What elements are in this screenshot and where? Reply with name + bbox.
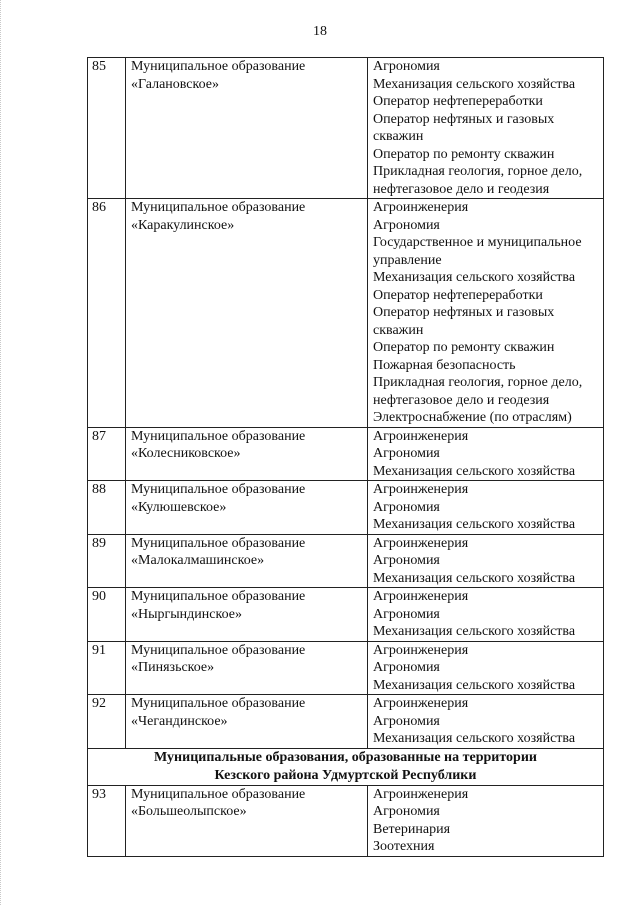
municipality-name-line: Муниципальное образование xyxy=(131,428,306,444)
specialty-item: Агрономия xyxy=(373,713,440,729)
row-number: 91 xyxy=(92,642,106,658)
municipality-name-line: «Большеолыпское» xyxy=(131,804,247,819)
specialty-item: Агроинженерия xyxy=(373,786,469,802)
specialty-item: Механизация сельского хозяйства xyxy=(373,731,576,746)
municipality-name-line: «Ныргындинское» xyxy=(131,606,242,622)
row-number-cell xyxy=(88,695,126,749)
specialty-item: Государственное и муниципальное управление xyxy=(373,235,582,268)
specialty-item: Оператор нефтепереработки xyxy=(373,94,543,109)
specialties-cell xyxy=(368,199,604,428)
section-heading-line: Кезского района Удмуртской Республики xyxy=(214,767,477,783)
specialty-item: Оператор нефтепереработки xyxy=(373,287,543,303)
row-number: 86 xyxy=(92,200,106,215)
municipality-cell xyxy=(126,481,368,535)
municipality-name-line: Муниципальное образование xyxy=(131,786,306,802)
row-number: 87 xyxy=(92,428,106,444)
specialties-cell xyxy=(368,785,604,856)
municipality-name-line: Муниципальное образование xyxy=(131,535,306,551)
specialty-item: Ветеринария xyxy=(373,821,451,837)
specialties-cell xyxy=(368,588,604,642)
municipality-name-line: «Галановское» xyxy=(131,76,219,92)
row-number-cell xyxy=(88,534,126,588)
table-row xyxy=(88,199,604,428)
specialties-cell xyxy=(368,427,604,481)
specialties-cell xyxy=(368,695,604,749)
specialty-item: Агроинженерия xyxy=(373,696,469,711)
specialty-item: Агрономия xyxy=(373,804,440,819)
row-number: 92 xyxy=(92,696,106,711)
page-number: 18 xyxy=(313,24,327,39)
specialty-item: Агрономия xyxy=(373,217,440,233)
table-row xyxy=(88,427,604,481)
row-number: 88 xyxy=(92,482,106,497)
specialty-item: Оператор по ремонту скважин xyxy=(373,146,555,162)
row-number: 90 xyxy=(92,589,106,604)
section-heading-line: Муниципальные образования, образованные на территории xyxy=(154,749,537,765)
specialty-item: Агроинженерия xyxy=(373,535,469,551)
specialty-item: Механизация сельского хозяйства xyxy=(373,463,576,479)
municipality-cell xyxy=(126,785,368,856)
specialty-item: Агроинженерия xyxy=(373,642,469,658)
municipality-name-line: Муниципальное образование xyxy=(131,696,306,711)
specialties-cell xyxy=(368,58,604,199)
row-number: 89 xyxy=(92,535,106,551)
municipality-name-line: «Пинязьское» xyxy=(131,660,215,675)
municipality-cell xyxy=(126,199,368,428)
table-row xyxy=(88,534,604,588)
specialty-item: Механизация сельского хозяйства xyxy=(373,677,576,693)
specialty-item: Агроинженерия xyxy=(373,482,469,497)
municipality-name-line: Муниципальное образование xyxy=(131,642,306,658)
municipality-cell xyxy=(126,641,368,695)
section-heading-row xyxy=(88,748,604,785)
municipality-cell xyxy=(126,695,368,749)
specialty-item: Механизация сельского хозяйства xyxy=(373,270,576,285)
row-number: 93 xyxy=(92,786,106,802)
municipality-cell xyxy=(126,427,368,481)
row-number-cell xyxy=(88,588,126,642)
row-number-cell xyxy=(88,785,126,856)
specialty-item: Прикладная геология, горное дело, нефтегазовое дело и геодезия xyxy=(373,164,583,197)
table-row xyxy=(88,695,604,749)
specialty-item: Механизация сельского хозяйства xyxy=(373,76,576,92)
specialty-item: Оператор по ремонту скважин xyxy=(373,340,555,355)
specialties-cell xyxy=(368,534,604,588)
municipality-name-line: «Кулюшевское» xyxy=(131,499,227,515)
specialty-item: Механизация сельского хозяйства xyxy=(373,624,576,639)
municipality-name-line: Муниципальное образование xyxy=(131,482,306,497)
municipality-name-line: «Малокалмашинское» xyxy=(131,553,265,568)
specialty-item: Агрономия xyxy=(373,499,440,515)
specialty-item: Агрономия xyxy=(373,660,440,675)
municipality-name-line: Муниципальное образование xyxy=(131,589,306,604)
municipalities-table xyxy=(87,57,604,857)
table-row xyxy=(88,58,604,199)
specialty-item: Механизация сельского хозяйства xyxy=(373,570,576,586)
municipality-name-line: «Каракулинское» xyxy=(131,217,235,233)
specialty-item: Оператор нефтяных и газовых скважин xyxy=(373,305,555,338)
specialties-cell xyxy=(368,641,604,695)
row-number-cell xyxy=(88,199,126,428)
row-number-cell xyxy=(88,481,126,535)
row-number-cell xyxy=(88,58,126,199)
table-row xyxy=(88,588,604,642)
specialty-item: Агроинженерия xyxy=(373,589,469,604)
table-row xyxy=(88,481,604,535)
specialty-item: Агрономия xyxy=(373,606,440,622)
table-row xyxy=(88,641,604,695)
specialty-item: Пожарная безопасность xyxy=(373,357,516,373)
row-number-cell xyxy=(88,641,126,695)
specialty-item: Агрономия xyxy=(373,446,440,461)
section-heading xyxy=(88,748,604,785)
municipality-cell xyxy=(126,58,368,199)
scan-edge xyxy=(0,0,3,905)
specialty-item: Зоотехния xyxy=(373,839,435,854)
specialty-item: Прикладная геология, горное дело, нефтегазовое дело и геодезия xyxy=(373,375,583,408)
table-body xyxy=(88,58,604,857)
specialty-item: Агроинженерия xyxy=(373,428,469,444)
specialty-item: Электроснабжение (по отраслям) xyxy=(373,410,572,425)
row-number-cell xyxy=(88,427,126,481)
municipality-name-line: Муниципальное образование xyxy=(131,200,306,215)
specialty-item: Механизация сельского хозяйства xyxy=(373,517,576,532)
specialty-item: Оператор нефтяных и газовых скважин xyxy=(373,111,555,144)
specialties-cell xyxy=(368,481,604,535)
row-number: 85 xyxy=(92,59,106,74)
municipality-name-line: Муниципальное образование xyxy=(131,59,306,74)
municipality-cell xyxy=(126,588,368,642)
specialty-item: Агрономия xyxy=(373,553,440,568)
specialty-item: Агроинженерия xyxy=(373,200,469,215)
specialty-item: Агрономия xyxy=(373,59,440,74)
municipality-name-line: «Колесниковское» xyxy=(131,446,241,461)
municipality-name-line: «Чегандинское» xyxy=(131,713,228,729)
municipality-cell xyxy=(126,534,368,588)
table-row xyxy=(88,785,604,856)
